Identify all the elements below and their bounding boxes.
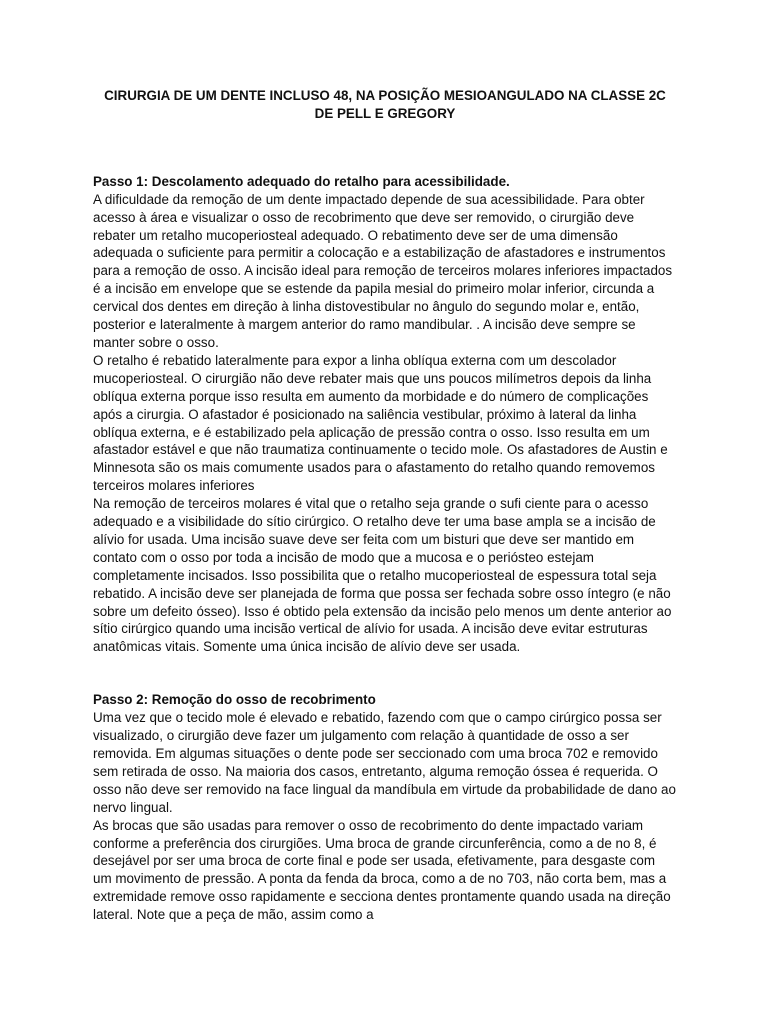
section-heading: Passo 1: Descolamento adequado do retalho para acessibilidade.: [93, 173, 510, 189]
paragraph: O retalho é rebatido lateralmente para expor a linha oblíqua externa com um descolador mucoperiosteal. O cirurgião não deve rebater mais que uns poucos milímetros depois da linha oblíqua externa porque isso resulta em aumento da morbidade e do número de complicações após a cirurgia. O afastador é posicionado na saliência vestibular, próximo à lateral da linha oblíqua externa, e é estabilizado pela aplicação de pressão contra o osso. Isso resulta em um afastador estável e que não traumatiza continuamente o tecido mole. Os afastadores de Austin e Minnesota são os mais comumente usados para o afastamento do retalho quando removemos terceiros molares inferiores: [93, 352, 668, 494]
paragraph: As brocas que são usadas para remover o osso de recobrimento do dente impactado variam conforme a preferência dos cirurgiões. Uma broca de grande circunferência, como a de no 8, é desejável por ser uma broca de corte final e pode ser usada, efetivamente, para desgaste com um movimento de pressão. A ponta da fenda da broca, como a de no 703, não corta bem, mas a extremidade remove osso rapidamente e secciona dentes prontamente quando usada na direção lateral. Note que a peça de mão, assim como a: [93, 817, 671, 923]
document-title: CIRURGIA DE UM DENTE INCLUSO 48, NA POSIÇÃO MESIOANGULADO NA CLASSE 2C DE PELL E GREGORY: [104, 88, 666, 121]
document-page: [93, 87, 677, 924]
paragraph: Uma vez que o tecido mole é elevado e rebatido, fazendo com que o campo cirúrgico possa ser visualizado, o cirurgião deve fazer um julgamento com relação à quantidade de osso a ser removida. Em algumas situações o dente pode ser seccionado com uma broca 702 e removido sem retirada de osso. Na maioria dos casos, entretanto, alguma remoção óssea é requerida. O osso não deve ser removido na face lingual da mandíbula em virtude da probabilidade de dano ao nervo lingual.: [93, 710, 676, 815]
section-step-2: [93, 691, 677, 924]
section-heading: Passo 2: Remoção do osso de recobrimento: [93, 692, 376, 708]
section-step-1: [93, 173, 677, 656]
paragraph: A dificuldade da remoção de um dente impactado depende de sua acessibilidade. Para obter acesso à área e visualizar o osso de recobrimento que deve ser removido, o cirurgião deve rebater um retalho mucoperiosteal adequado. O rebatimento deve ser de uma dimensão adequada o suficiente para permitir a colocação e a estabilização de afastadores e instrumentos para a remoção de osso. A incisão ideal para remoção de terceiros molares inferiores impactados é a incisão em envelope que se estende da papila mesial do primeiro molar inferior, circunda a cervical dos dentes em direção à linha distovestibular no ângulo do segundo molar e, então, posterior e lateralmente à margem anterior do ramo mandibular. . A incisão deve sempre se manter sobre o osso.: [93, 191, 673, 350]
paragraph: Na remoção de terceiros molares é vital que o retalho seja grande o sufi ciente para o acesso adequado e a visibilidade do sítio cirúrgico. O retalho deve ter uma base ampla se a incisão de alívio for usada. Uma incisão suave deve ser feita com um bisturi que deve ser mantido em contato com o osso por toda a incisão de modo que a mucosa e o periósteo estejam completamente incisados. Isso possibilita que o retalho mucoperiosteal de espessura total seja rebatido. A incisão deve ser planejada de forma que possa ser fechada sobre osso íntegro (e não sobre um defeito ósseo). Isso é obtido pela extensão da incisão pelo menos um dente anterior ao sítio cirúrgico quando uma incisão vertical de alívio for usada. A incisão deve evitar estruturas anatômicas vitais. Somente uma única incisão de alívio deve ser usada.: [93, 496, 672, 655]
